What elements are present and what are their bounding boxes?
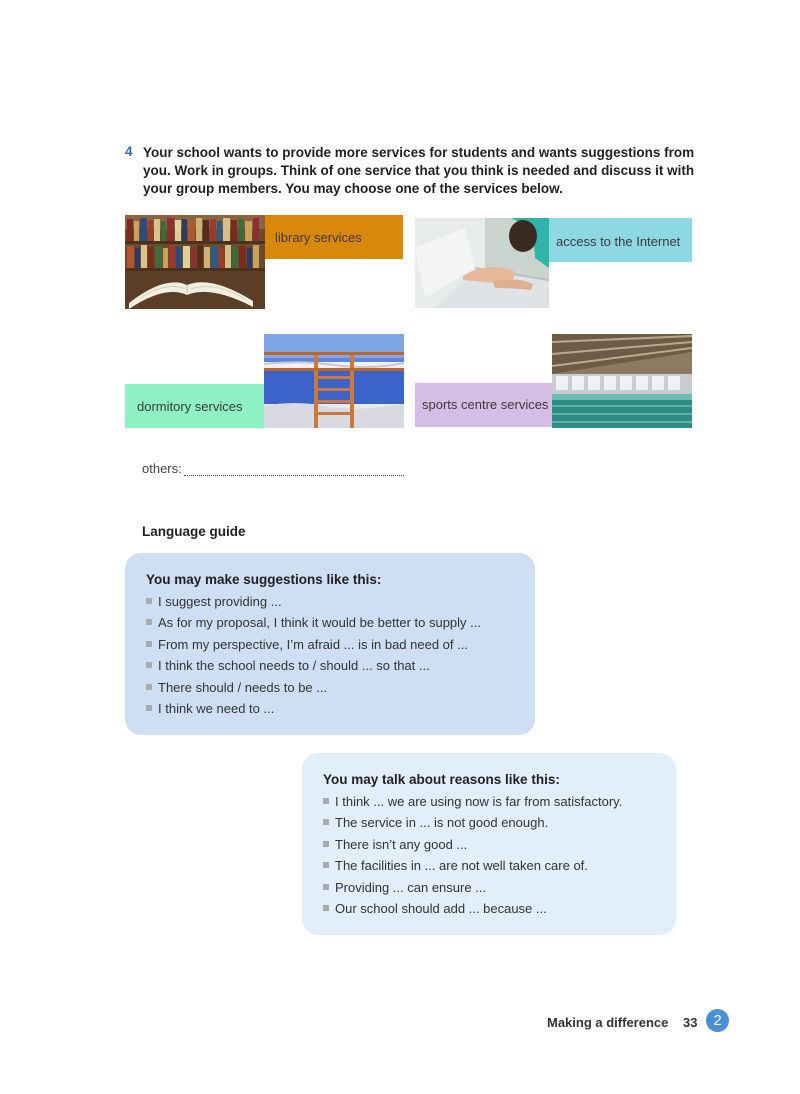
sports-centre-label: sports centre services <box>415 383 553 427</box>
bullet-icon <box>146 684 152 690</box>
page-number: 33 <box>683 1015 698 1030</box>
bullet-icon <box>323 862 329 868</box>
bullet-icon <box>323 905 329 911</box>
suggestions-title: You may make suggestions like this: <box>146 572 382 587</box>
bullet-icon <box>146 705 152 711</box>
list-item: I think the school needs to / should ... so that ... <box>146 655 481 676</box>
list-item: Our school should add ... because ... <box>323 898 622 919</box>
bullet-icon <box>323 798 329 804</box>
sports-centre-photo <box>552 334 692 428</box>
bullet-icon <box>323 841 329 847</box>
reasons-box <box>302 753 676 935</box>
internet-access-label: access to the Internet <box>549 218 692 262</box>
bullet-icon <box>146 619 152 625</box>
bullet-icon <box>146 662 152 668</box>
list-item: There isn’t any good ... <box>323 834 622 855</box>
task-number: 4 <box>125 144 133 159</box>
list-item: I think we need to ... <box>146 698 481 719</box>
bullet-icon <box>323 819 329 825</box>
list-item: From my perspective, I’m afraid ... is in bad need of ... <box>146 634 481 655</box>
reasons-title: You may talk about reasons like this: <box>323 772 560 787</box>
library-services-label: library services <box>265 215 403 259</box>
dormitory-photo <box>264 334 404 428</box>
list-item: As for my proposal, I think it would be better to supply ... <box>146 612 481 633</box>
bullet-icon <box>323 884 329 890</box>
bullet-icon <box>146 641 152 647</box>
task-instructions: Your school wants to provide more services for students and wants suggestions from you. Work in groups. Think of one service that you think is needed and discuss it with your group members. You may choose one of the services below. <box>143 145 695 196</box>
others-label: others: <box>142 461 182 476</box>
library-photo <box>125 215 265 309</box>
dormitory-services-label: dormitory services <box>125 384 265 428</box>
list-item: I think ... we are using now is far from satisfactory. <box>323 791 622 812</box>
list-item: I suggest providing ... <box>146 591 481 612</box>
list-item: The service in ... is not good enough. <box>323 812 622 833</box>
list-item: Providing ... can ensure ... <box>323 877 622 898</box>
suggestions-list <box>146 591 481 719</box>
internet-photo <box>415 218 549 308</box>
unit-number-badge: 2 <box>706 1009 729 1032</box>
bullet-icon <box>146 598 152 604</box>
others-answer-line[interactable] <box>184 475 404 476</box>
list-item: The facilities in ... are not well taken care of. <box>323 855 622 876</box>
list-item: There should / needs to be ... <box>146 677 481 698</box>
language-guide-title: Language guide <box>142 524 246 539</box>
unit-title: Making a difference <box>547 1015 669 1030</box>
suggestions-box <box>125 553 535 735</box>
reasons-list <box>323 791 622 919</box>
